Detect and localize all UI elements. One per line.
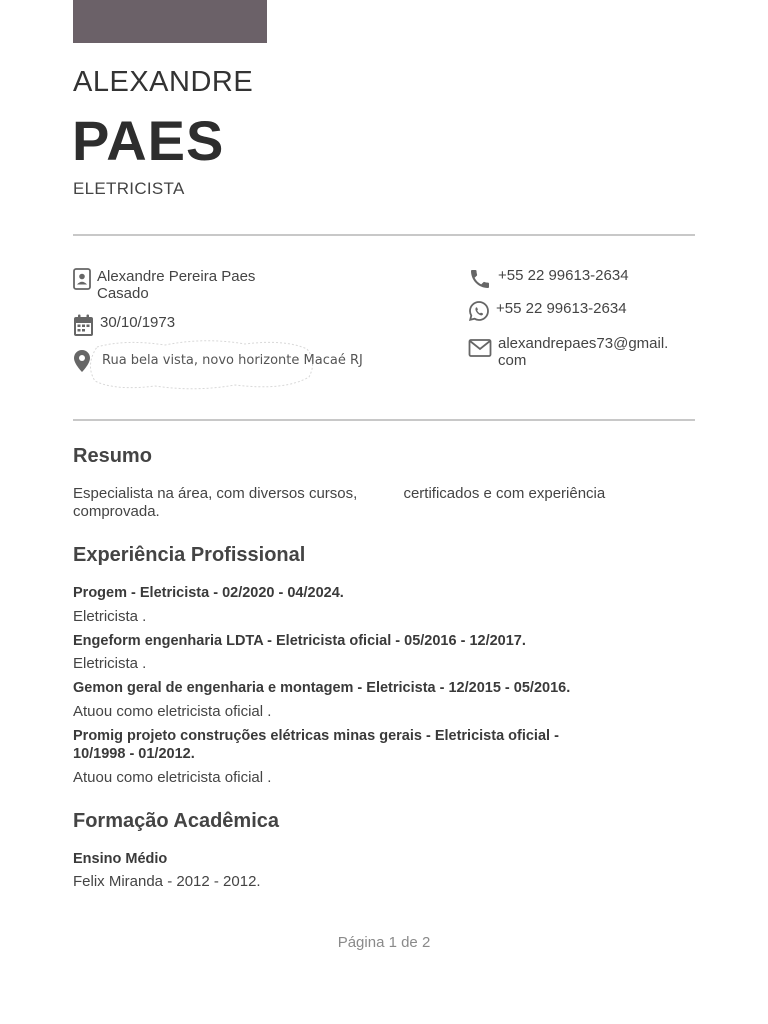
first-name: ALEXANDRE [73, 66, 254, 98]
education-school: Felix Miranda - 2012 - 2012. [73, 873, 261, 890]
profile-photo [73, 0, 267, 43]
experience-item-4-heading-line-2: 10/1998 - 01/2012. [73, 746, 195, 762]
marital-status: Casado [97, 285, 149, 302]
experience-item-4-desc: Atuou como eletricista oficial . [73, 769, 272, 786]
phone-row [468, 267, 629, 291]
experience-item-3-desc: Atuou como eletricista oficial . [73, 703, 272, 720]
email-line-2[interactable]: com [498, 352, 527, 369]
last-name: PAES [72, 109, 225, 172]
id-card-icon [73, 268, 91, 290]
education-title: Formação Acadêmica [73, 810, 280, 832]
full-name-row [73, 268, 255, 302]
email-row [468, 335, 668, 369]
envelope-icon [468, 338, 492, 358]
summary-text-line-2: comprovada. [73, 503, 160, 520]
phone-number[interactable]: +55 22 99613-2634 [498, 267, 629, 284]
experience-item-4-heading-line-1: Promig projeto construções elétricas minas gerais - Eletricista oficial - [73, 728, 559, 744]
email-line-1[interactable]: alexandrepaes73@gmail. [498, 335, 669, 352]
summary-text-part-2: certificados e com experiência [403, 485, 606, 502]
whatsapp-row [468, 300, 627, 322]
whatsapp-number[interactable]: +55 22 99613-2634 [496, 300, 627, 317]
summary-title: Resumo [73, 445, 152, 467]
birth-date: 30/10/1973 [100, 314, 176, 331]
page-number: Página 1 de 2 [337, 934, 431, 951]
experience-item-1-desc: Eletricista . [73, 608, 147, 625]
phone-icon [468, 267, 492, 291]
summary-text-part-1: Especialista na área, com diversos cursos, [73, 485, 358, 502]
contact-divider [73, 419, 695, 421]
birth-date-row [73, 314, 175, 337]
experience-item-4-heading [73, 727, 695, 763]
full-name: Alexandre Pereira Paes [97, 268, 256, 285]
experience-item-3-heading: Gemon geral de engenharia e montagem - Eletricista - 12/2015 - 05/2016. [73, 680, 571, 696]
summary-text [73, 485, 695, 521]
whatsapp-icon [468, 300, 490, 322]
experience-title: Experiência Profissional [73, 544, 306, 566]
education-degree: Ensino Médio [73, 851, 168, 867]
header-divider [73, 234, 695, 236]
experience-item-2-heading: Engeform engenharia LDTA - Eletricista oficial - 05/2016 - 12/2017. [73, 633, 526, 649]
experience-item-2-desc: Eletricista . [73, 655, 147, 672]
calendar-icon [73, 314, 94, 337]
job-title: ELETRICISTA [73, 179, 185, 198]
experience-item-1-heading: Progem - Eletricista - 02/2020 - 04/2024. [73, 585, 344, 601]
address: Rua bela vista, novo horizonte Macaé RJ [102, 353, 363, 368]
